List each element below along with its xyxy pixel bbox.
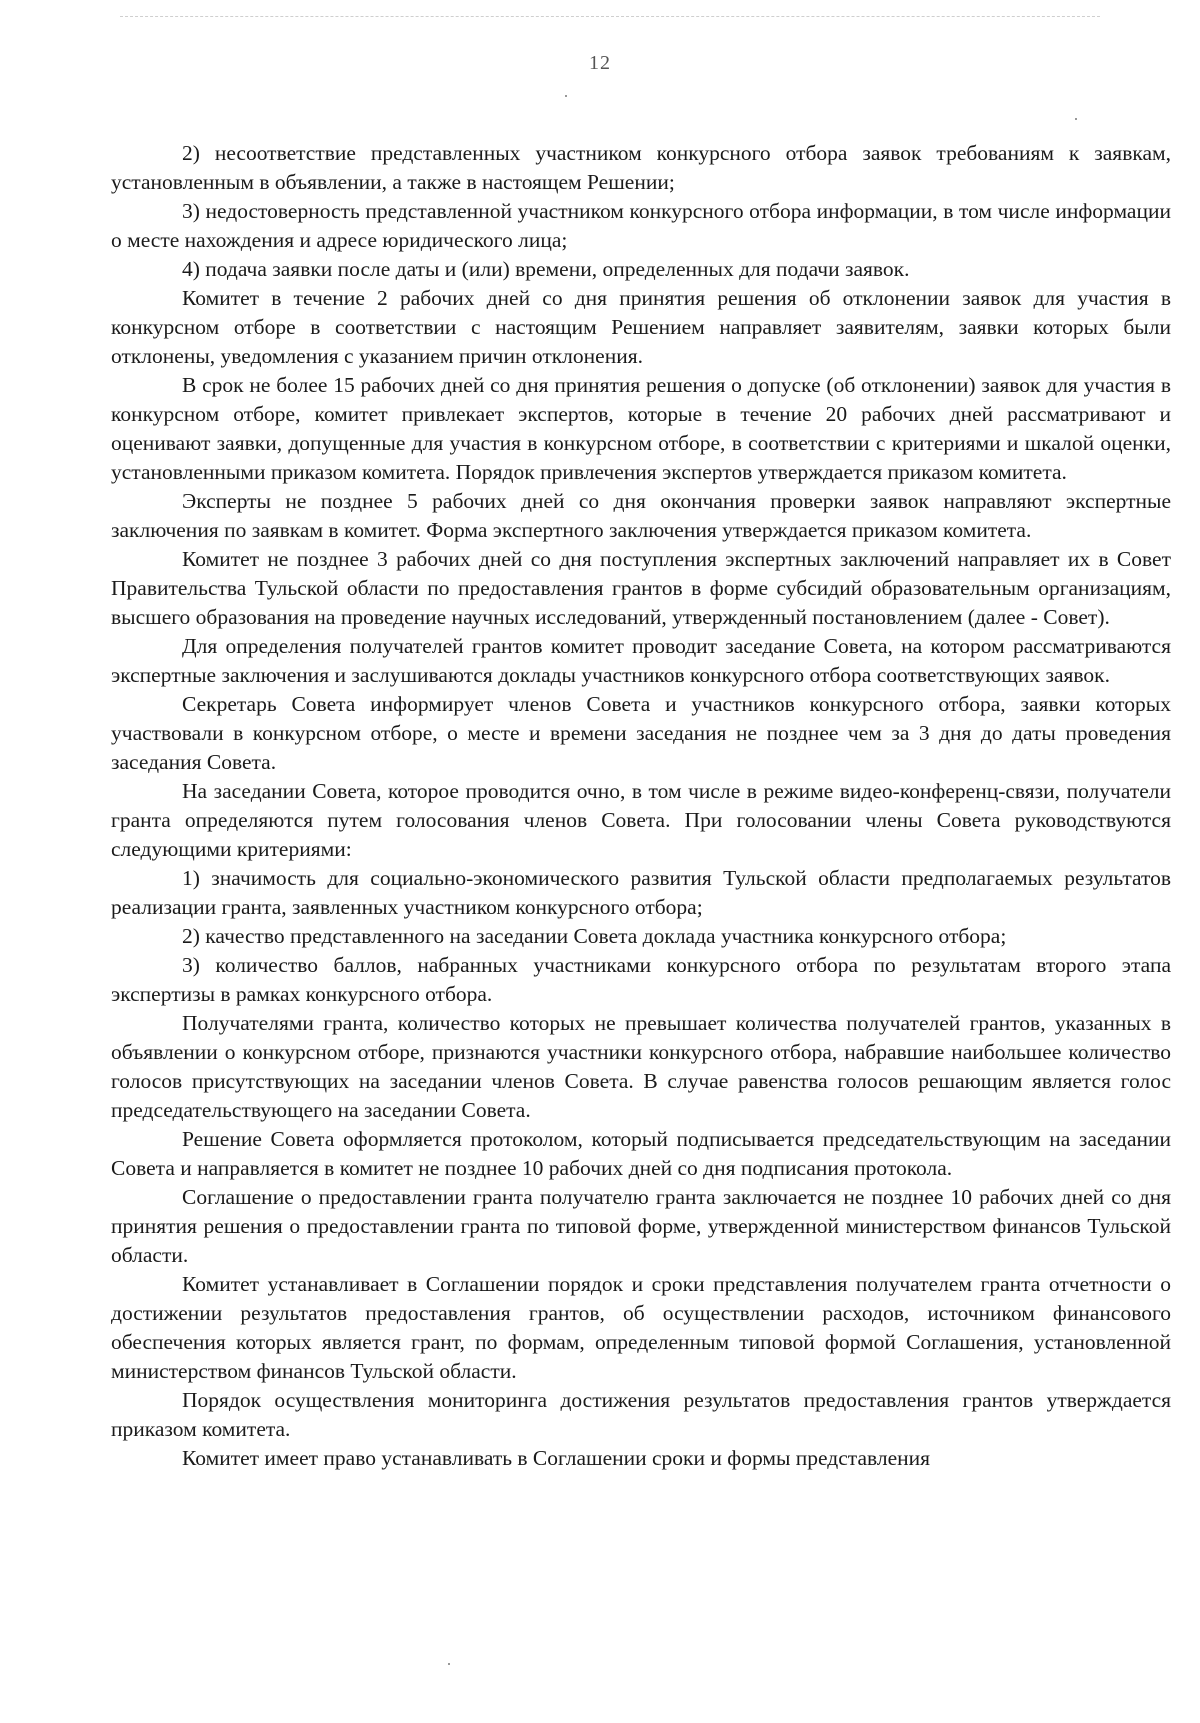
- paragraph: Получателями гранта, количество которых не превышает количества получателей грантов, указанных в объявлении о конкурсном отборе, признаются участники конкурсного отбора, набравшие наибольшее количество голосов присутствующих на заседании членов Совета. В случае равенства голосов решающим является голос председательствующего на заседании Совета.: [111, 1011, 1171, 1122]
- paragraph: Решение Совета оформляется протоколом, который подписывается председательствующим на заседании Совета и направляется в комитет не позднее 10 рабочих дней со дня подписания протокола.: [111, 1127, 1171, 1180]
- paragraph: 1) значимость для социально-экономического развития Тульской области предполагаемых результатов реализации гранта, заявленных участником конкурсного отбора;: [111, 866, 1171, 919]
- scan-speck: [448, 1663, 450, 1665]
- document-body: [111, 139, 1171, 1473]
- paragraph: Эксперты не позднее 5 рабочих дней со дня окончания проверки заявок направляют экспертные заключения по заявкам в комитет. Форма экспертного заключения утверждается приказом комитета.: [111, 489, 1171, 542]
- paragraph: 2) качество представленного на заседании Совета доклада участника конкурсного отбора;: [182, 924, 1007, 948]
- paragraph: Соглашение о предоставлении гранта получателю гранта заключается не позднее 10 рабочих дней со дня принятия решения о предоставлении гранта по типовой форме, утвержденной министерством финансов Тульской области.: [111, 1185, 1171, 1267]
- scan-speck: [1075, 118, 1077, 120]
- paragraph: Порядок осуществления мониторинга достижения результатов предоставления грантов утверждается приказом комитета.: [111, 1388, 1171, 1441]
- paragraph: 4) подача заявки после даты и (или) времени, определенных для подачи заявок.: [182, 257, 910, 281]
- paragraph: 3) количество баллов, набранных участниками конкурсного отбора по результатам второго этапа экспертизы в рамках конкурсного отбора.: [111, 953, 1171, 1006]
- paragraph: 3) недостоверность представленной участником конкурсного отбора информации, в том числе информации о месте нахождения и адресе юридического лица;: [111, 199, 1171, 252]
- paragraph: 2) несоответствие представленных участником конкурсного отбора заявок требованиям к заявкам, установленным в объявлении, а также в настоящем Решении;: [111, 141, 1171, 194]
- paragraph: Комитет не позднее 3 рабочих дней со дня поступления экспертных заключений направляет их в Совет Правительства Тульской области по предоставления грантов в форме субсидий образовательным организациям, высшего образования на проведение научных исследований, утвержденный постановлением (далее - Совет).: [111, 547, 1171, 629]
- scan-speck: [565, 95, 567, 97]
- paragraph: Комитет устанавливает в Соглашении порядок и сроки представления получателем гранта отчетности о достижении результатов предоставления грантов, об осуществлении расходов, источником финансового обеспечения которых является грант, по формам, определенным типовой формой Соглашения, установленной министерством финансов Тульской области.: [111, 1272, 1171, 1383]
- paragraph: Комитет имеет право устанавливать в Соглашении сроки и формы представления: [182, 1446, 931, 1470]
- paragraph: Секретарь Совета информирует членов Совета и участников конкурсного отбора, заявки которых участвовали в конкурсном отборе, о месте и времени заседания не позднее чем за 3 дня до даты проведения заседания Совета.: [111, 692, 1171, 774]
- paragraph: В срок не более 15 рабочих дней со дня принятия решения о допуске (об отклонении) заявок для участия в конкурсном отборе, комитет привлекает экспертов, которые в течение 20 рабочих дней рассматривают и оценивают заявки, допущенные для участия в конкурсном отборе, в соответствии с критериями и шкалой оценки, установленными приказом комитета. Порядок привлечения экспертов утверждается приказом комитета.: [111, 373, 1171, 484]
- scan-top-edge: [120, 16, 1100, 17]
- paragraph: На заседании Совета, которое проводится очно, в том числе в режиме видео-конференц-связи, получатели гранта определяются путем голосования членов Совета. При голосовании члены Совета руководствуются следующими критериями:: [111, 779, 1171, 861]
- paragraph: Комитет в течение 2 рабочих дней со дня принятия решения об отклонении заявок для участия в конкурсном отборе в соответствии с настоящим Решением направляет заявителям, заявки которых были отклонены, уведомления с указанием причин отклонения.: [111, 286, 1171, 368]
- paragraph: Для определения получателей грантов комитет проводит заседание Совета, на котором рассматриваются экспертные заключения и заслушиваются доклады участников конкурсного отбора соответствующих заявок.: [111, 634, 1171, 687]
- page-number: 12: [589, 52, 611, 74]
